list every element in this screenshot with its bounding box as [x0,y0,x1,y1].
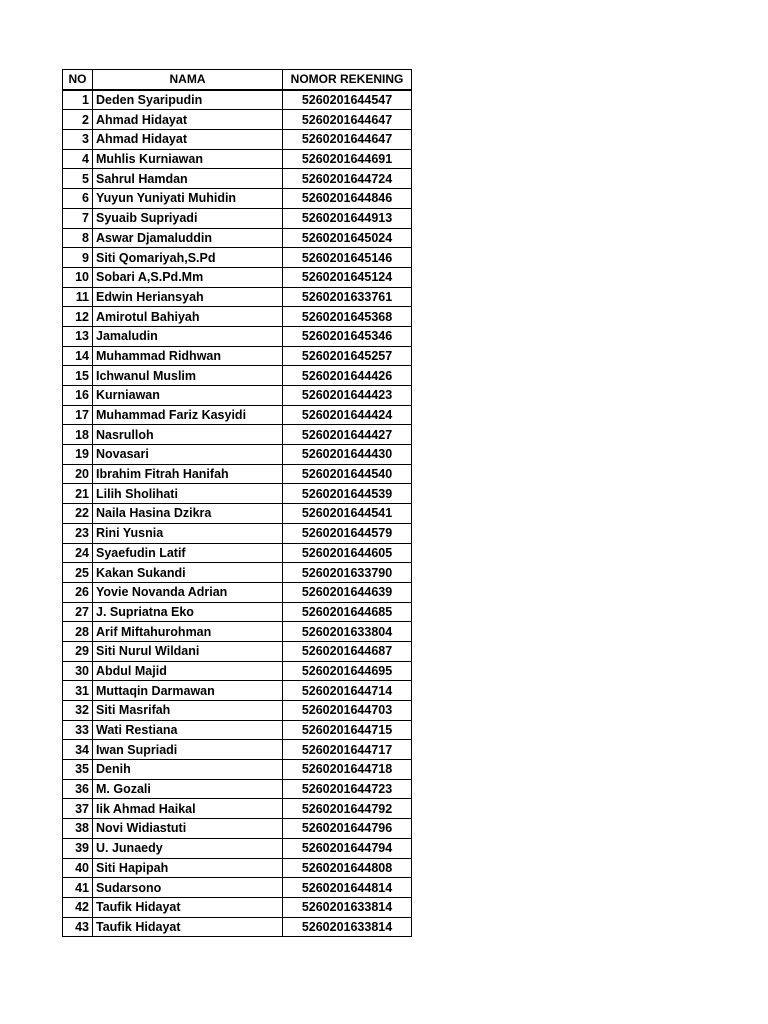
row-account-number: 5260201644579 [283,523,412,543]
row-account-number: 5260201644540 [283,464,412,484]
row-number: 42 [63,897,93,917]
row-name: Naila Hasina Dzikra [93,504,283,524]
row-number: 25 [63,563,93,583]
row-account-number: 5260201644541 [283,504,412,524]
row-number: 1 [63,90,93,110]
table-row [63,543,412,563]
row-number: 9 [63,248,93,268]
row-name: Deden Syaripudin [93,90,283,110]
row-account-number: 5260201644723 [283,779,412,799]
row-name: Ahmad Hidayat [93,110,283,130]
row-account-number: 5260201644695 [283,661,412,681]
row-number: 38 [63,819,93,839]
table-row [63,464,412,484]
table-row [63,228,412,248]
row-account-number: 5260201644647 [283,130,412,150]
row-account-number: 5260201644426 [283,366,412,386]
row-account-number: 5260201644792 [283,799,412,819]
row-number: 20 [63,464,93,484]
row-account-number: 5260201645146 [283,248,412,268]
table-row [63,897,412,917]
row-name: Yuyun Yuniyati Muhidin [93,189,283,209]
table-row [63,386,412,406]
row-number: 15 [63,366,93,386]
row-number: 10 [63,267,93,287]
table-row [63,582,412,602]
row-number: 6 [63,189,93,209]
header-no: NO [63,70,93,90]
row-name: J. Supriatna Eko [93,602,283,622]
row-name: Siti Qomariyah,S.Pd [93,248,283,268]
row-name: Ichwanul Muslim [93,366,283,386]
row-account-number: 5260201645368 [283,307,412,327]
table-row [63,425,412,445]
row-account-number: 5260201644846 [283,189,412,209]
row-name: Amirotul Bahiyah [93,307,283,327]
table-row [63,917,412,937]
row-number: 24 [63,543,93,563]
row-number: 3 [63,130,93,150]
table-row [63,641,412,661]
table-row [63,149,412,169]
row-name: Rini Yusnia [93,523,283,543]
row-name: Ahmad Hidayat [93,130,283,150]
table-row [63,740,412,760]
table-row [63,661,412,681]
row-number: 31 [63,681,93,701]
row-name: Aswar Djamaluddin [93,228,283,248]
row-name: Muhammad Ridhwan [93,346,283,366]
table-row [63,110,412,130]
row-name: Novi Widiastuti [93,819,283,839]
row-account-number: 5260201644424 [283,405,412,425]
row-name: Lilih Sholihati [93,484,283,504]
row-number: 2 [63,110,93,130]
row-account-number: 5260201644423 [283,386,412,406]
table-row [63,346,412,366]
row-name: Muttaqin Darmawan [93,681,283,701]
row-name: Nasrulloh [93,425,283,445]
row-number: 5 [63,169,93,189]
row-name: Taufik Hidayat [93,917,283,937]
row-account-number: 5260201644703 [283,701,412,721]
row-number: 35 [63,760,93,780]
row-account-number: 5260201644808 [283,858,412,878]
row-account-number: 5260201644430 [283,445,412,465]
row-number: 29 [63,641,93,661]
table-row [63,326,412,346]
row-number: 4 [63,149,93,169]
table-header-row [63,70,412,90]
row-name: Denih [93,760,283,780]
table-row [63,819,412,839]
row-number: 7 [63,208,93,228]
row-number: 43 [63,917,93,937]
table-row [63,504,412,524]
row-number: 13 [63,326,93,346]
row-name: Jamaludin [93,326,283,346]
row-account-number: 5260201644427 [283,425,412,445]
row-number: 18 [63,425,93,445]
row-name: M. Gozali [93,779,283,799]
table-row [63,189,412,209]
row-number: 16 [63,386,93,406]
row-number: 11 [63,287,93,307]
table-row [63,445,412,465]
table-row [63,602,412,622]
table-row [63,878,412,898]
row-account-number: 5260201644639 [283,582,412,602]
table-row [63,405,412,425]
row-number: 23 [63,523,93,543]
row-name: Siti Masrifah [93,701,283,721]
row-account-number: 5260201644913 [283,208,412,228]
row-account-number: 5260201645257 [283,346,412,366]
row-number: 28 [63,622,93,642]
table-row [63,484,412,504]
row-account-number: 5260201644718 [283,760,412,780]
row-account-number: 5260201633814 [283,917,412,937]
row-number: 36 [63,779,93,799]
table-row [63,681,412,701]
header-nama: NAMA [93,70,283,90]
row-account-number: 5260201644547 [283,90,412,110]
row-number: 30 [63,661,93,681]
row-name: Iwan Supriadi [93,740,283,760]
row-number: 41 [63,878,93,898]
row-name: Sudarsono [93,878,283,898]
row-account-number: 5260201644717 [283,740,412,760]
table-body [63,90,412,937]
row-name: Kakan Sukandi [93,563,283,583]
table-row [63,130,412,150]
row-name: Novasari [93,445,283,465]
row-name: Muhlis Kurniawan [93,149,283,169]
row-name: Siti Nurul Wildani [93,641,283,661]
row-name: Taufik Hidayat [93,897,283,917]
row-name: Arif Miftahurohman [93,622,283,642]
table-row [63,208,412,228]
row-number: 14 [63,346,93,366]
table-row [63,779,412,799]
row-account-number: 5260201644691 [283,149,412,169]
row-account-number: 5260201645124 [283,267,412,287]
row-name: Abdul Majid [93,661,283,681]
row-number: 21 [63,484,93,504]
table-row [63,720,412,740]
row-account-number: 5260201644605 [283,543,412,563]
table-row [63,90,412,110]
row-number: 37 [63,799,93,819]
table-row [63,563,412,583]
row-name: Wati Restiana [93,720,283,740]
table-row [63,523,412,543]
row-account-number: 5260201644724 [283,169,412,189]
row-name: Edwin Heriansyah [93,287,283,307]
row-account-number: 5260201633804 [283,622,412,642]
table-row [63,838,412,858]
row-account-number: 5260201633790 [283,563,412,583]
row-number: 39 [63,838,93,858]
table-row [63,799,412,819]
row-name: Muhammad Fariz Kasyidi [93,405,283,425]
table-row [63,701,412,721]
row-name: Sahrul Hamdan [93,169,283,189]
row-account-number: 5260201644539 [283,484,412,504]
row-number: 17 [63,405,93,425]
row-account-number: 5260201633814 [283,897,412,917]
table-row [63,307,412,327]
row-name: Siti Hapipah [93,858,283,878]
row-name: Iik Ahmad Haikal [93,799,283,819]
table-row [63,248,412,268]
table-row [63,366,412,386]
row-number: 8 [63,228,93,248]
account-table [62,69,412,937]
row-number: 40 [63,858,93,878]
row-name: Kurniawan [93,386,283,406]
row-number: 22 [63,504,93,524]
row-account-number: 5260201633761 [283,287,412,307]
table-row [63,858,412,878]
row-name: Syaefudin Latif [93,543,283,563]
row-account-number: 5260201644814 [283,878,412,898]
row-name: Sobari A,S.Pd.Mm [93,267,283,287]
row-name: Syuaib Supriyadi [93,208,283,228]
table-row [63,169,412,189]
table-row [63,287,412,307]
row-account-number: 5260201645346 [283,326,412,346]
table-row [63,267,412,287]
row-number: 26 [63,582,93,602]
row-account-number: 5260201644714 [283,681,412,701]
row-number: 32 [63,701,93,721]
row-name: U. Junaedy [93,838,283,858]
row-account-number: 5260201644794 [283,838,412,858]
row-name: Ibrahim Fitrah Hanifah [93,464,283,484]
row-account-number: 5260201644715 [283,720,412,740]
row-account-number: 5260201645024 [283,228,412,248]
table-row [63,622,412,642]
row-account-number: 5260201644647 [283,110,412,130]
row-number: 19 [63,445,93,465]
row-number: 34 [63,740,93,760]
row-number: 33 [63,720,93,740]
row-account-number: 5260201644687 [283,641,412,661]
table-row [63,760,412,780]
header-nomor-rekening: NOMOR REKENING [283,70,412,90]
row-number: 27 [63,602,93,622]
row-account-number: 5260201644685 [283,602,412,622]
row-number: 12 [63,307,93,327]
row-account-number: 5260201644796 [283,819,412,839]
row-name: Yovie Novanda Adrian [93,582,283,602]
